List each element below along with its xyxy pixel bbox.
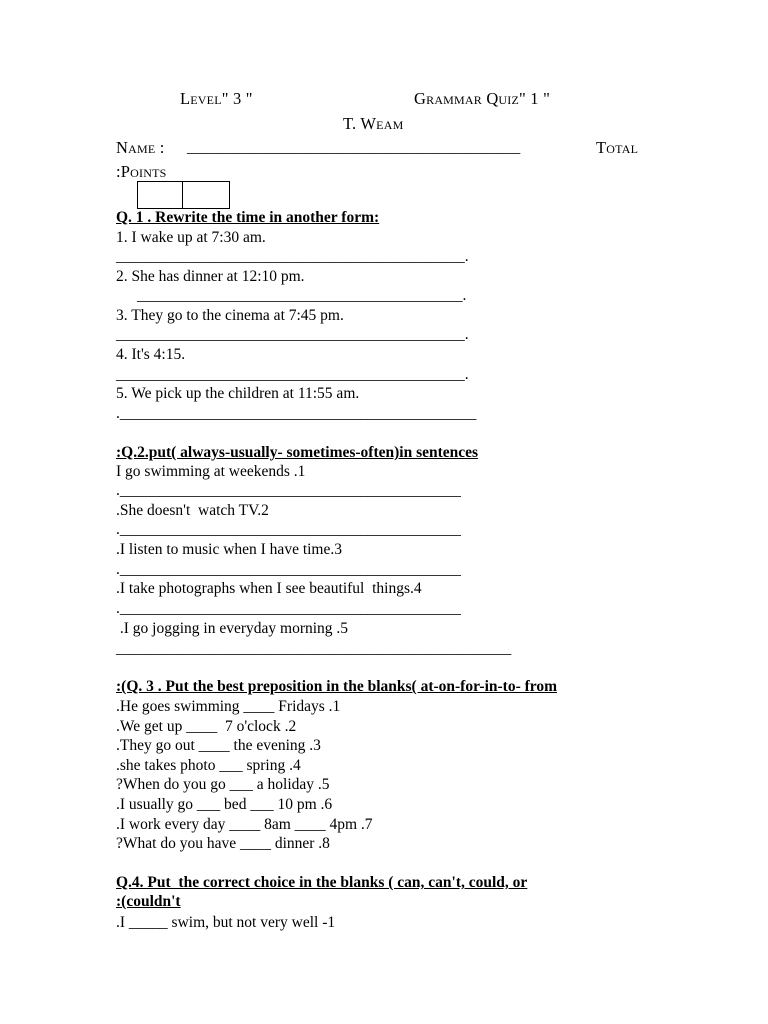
points-box-left[interactable] <box>137 181 183 209</box>
q1-item-2: 2. She has dinner at 12:10 pm. <box>116 268 305 285</box>
points-box-right[interactable] <box>182 181 230 209</box>
q3-item-3: .They go out ____ the evening .3 <box>116 737 321 754</box>
q1-heading: Q. 1 . Rewrite the time in another form: <box>116 209 380 226</box>
q2-item-4: .I take photographs when I see beautiful things.4 <box>116 580 422 597</box>
q2-item-2: .She doesn't watch TV.2 <box>116 502 269 519</box>
q3-item-2: .We get up ____ 7 o'clock .2 <box>116 718 297 735</box>
q2-answer-5[interactable]: ___________________________________________________ <box>116 640 512 657</box>
q1-item-3: 3. They go to the cinema at 7:45 pm. <box>116 307 344 324</box>
q1-item-4: 4. It's 4:15. <box>116 346 186 363</box>
q1-answer-3[interactable]: _____________________________________________. <box>116 326 469 343</box>
q2-answer-1[interactable]: .____________________________________________ <box>116 482 461 499</box>
q3-item-5: ?When do you go ___ a holiday .5 <box>116 776 330 793</box>
q3-item-7: .I work every day ____ 8am ____ 4pm .7 <box>116 816 373 833</box>
q3-item-1: .He goes swimming ____ Fridays .1 <box>116 698 341 715</box>
q1-answer-1[interactable]: _____________________________________________. <box>116 248 469 265</box>
q2-answer-3[interactable]: .____________________________________________ <box>116 561 461 578</box>
q4-heading: Q.4. Put the correct choice in the blanks ( can, can't, could, or <box>116 874 528 891</box>
name-field[interactable]: ___________________________________________ <box>187 139 521 156</box>
q4-item-1: .I _____ swim, but not very well -1 <box>116 914 336 931</box>
q1-answer-2[interactable]: __________________________________________. <box>137 287 467 304</box>
teacher-name: T. Weam <box>343 114 404 133</box>
q1-answer-4[interactable]: _____________________________________________. <box>116 366 469 383</box>
q2-heading: :Q.2.put( always-usually- sometimes-often)in sentences <box>116 444 479 461</box>
q3-item-8: ?What do you have ____ dinner .8 <box>116 835 330 852</box>
q3-item-6: .I usually go ___ bed ___ 10 pm .6 <box>116 796 333 813</box>
level-label: Level" 3 " <box>180 89 253 108</box>
q1-item-1: 1. I wake up at 7:30 am. <box>116 229 266 246</box>
points-label: :Points <box>116 162 167 181</box>
q3-item-4: .she takes photo ___ spring .4 <box>116 757 301 774</box>
quiz-title: Grammar Quiz" 1 " <box>414 89 550 108</box>
q2-answer-2[interactable]: .____________________________________________ <box>116 521 461 538</box>
q2-item-5: .I go jogging in everyday morning .5 <box>116 620 349 637</box>
q3-heading: :(Q. 3 . Put the best preposition in the blanks( at-on-for-in-to- from <box>116 678 558 695</box>
q4-heading-cont: :(couldn't <box>116 893 181 910</box>
q2-answer-4[interactable]: .____________________________________________ <box>116 600 461 617</box>
q1-item-5: 5. We pick up the children at 11:55 am. <box>116 385 360 402</box>
q2-item-1: I go swimming at weekends .1 <box>116 463 306 480</box>
q2-item-3: .I listen to music when I have time.3 <box>116 541 342 558</box>
name-label: Name : <box>116 138 165 157</box>
q1-answer-5[interactable]: .______________________________________________ <box>116 405 477 422</box>
total-label: Total <box>596 138 639 157</box>
